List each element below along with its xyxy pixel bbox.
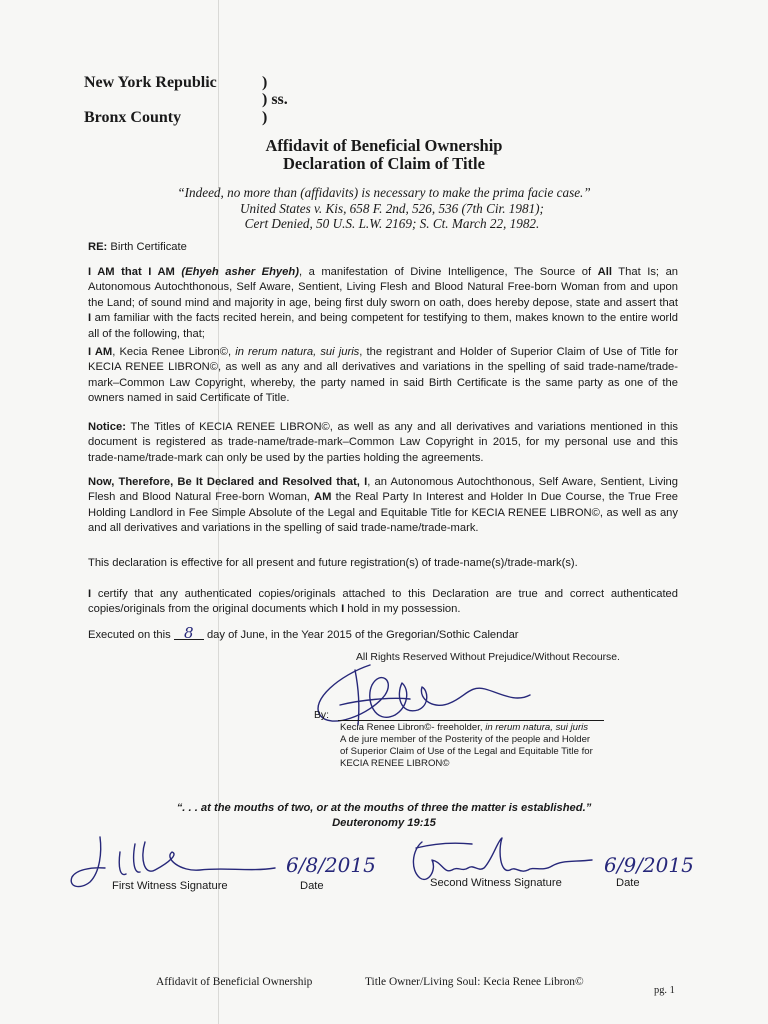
p4-am: AM [314, 491, 332, 504]
paragraph-effective: This declaration is effective for all present and future registration(s) of trade-name(s)/trade-mark(s). [88, 557, 578, 569]
paragraph-now-therefore [88, 475, 678, 537]
bracket-top: ) [262, 74, 268, 91]
executed-prefix: Executed on this [88, 629, 171, 641]
p6-text-a: certify that any authenticated copies/originals attached to this Declaration are true and correct authenticated copies/originals from the original documents which [88, 588, 678, 616]
p2-text-a: , Kecia Renee Libron©, [112, 346, 236, 358]
signer-line-4: KECIA RENEE LIBRON© [340, 758, 450, 769]
epigraph-quote: “Indeed, no more than (affidavits) is necessary to make the prima facie case.” [177, 185, 591, 200]
page-number: pg. 1 [654, 985, 675, 996]
executed-suffix: day of June, in the Year 2015 of the Gregorian/Sothic Calendar [206, 629, 519, 641]
p3-bold: Notice: [88, 421, 126, 433]
p1-bold: I AM that I AM [88, 266, 175, 278]
venue-state: New York Republic [84, 74, 217, 91]
executed-day-handwritten: 8 [174, 627, 204, 640]
document-title: Affidavit of Beneficial Ownership [265, 136, 503, 155]
executed-line [88, 624, 519, 642]
p1-text-c: am familiar with the facts recited herein, and being competent for testifying to them, makes known to the entire world all of the following, that; [88, 312, 678, 340]
first-witness-label: First Witness Signature [112, 880, 228, 892]
p6-text-b: hold in my possession. [344, 603, 461, 616]
rights-reserved: All Rights Reserved Without Prejudice/Without Recourse. [356, 652, 620, 663]
re-line [88, 240, 678, 255]
p6-i: I [341, 603, 345, 616]
document-subtitle: Declaration of Claim of Title [283, 154, 485, 173]
p4-bold: Now, Therefore, Be It Declared and Resolved that, I [88, 476, 368, 488]
first-witness-date-label: Date [300, 880, 324, 892]
second-date-hand: 6/9/2015 [604, 853, 694, 877]
paragraph-certify [88, 587, 678, 618]
signer-line-3: of Superior Claim of Use of the Legal and Equitable Title for [340, 746, 593, 757]
p4-text-b: the Real Party In Interest and Holder In Due Course, the True Free Holding Landlord in Fee Simple Absolute of the Legal and Equitable Title for KECIA RENEE LIBRON©, as well as any and all derivatives and variations in the spelling of said trade-name/trade-mark. [88, 491, 679, 535]
second-witness-date-label: Date [616, 877, 640, 889]
p2-italic: in rerum natura, sui juris [235, 346, 360, 358]
footer-right: Title Owner/Living Soul: Kecia Renee Libron© [365, 976, 584, 988]
signer-name-text: Kecia Renee Libron©- freeholder, [340, 722, 486, 733]
second-witness-label: Second Witness Signature [430, 877, 562, 889]
p4-text-a: , an Autonomous Autochthonous, Self Aware, Sentient, Living Flesh and Blood Natural Free-born Woman, [88, 476, 678, 504]
scripture-ref: Deuteronomy 19:15 [332, 817, 436, 829]
bracket-ss: ) ss. [262, 91, 288, 108]
re-value: Birth Certificate [110, 241, 187, 253]
first-date-hand: 6/8/2015 [286, 853, 376, 877]
p2-bold: I AM [88, 346, 113, 358]
by-signature-line [338, 720, 604, 721]
by-label: By: [314, 710, 330, 721]
footer-left: Affidavit of Beneficial Ownership [156, 976, 313, 988]
bracket-bottom: ) [262, 109, 268, 126]
paragraph-i-am-that-i-am [88, 265, 678, 342]
signer-line-2: A de jure member of the Posterity of the people and Holder [340, 734, 591, 745]
p1-text-b: That Is; an Autonomous Autochthonous, Self Aware, Sentient, Living Flesh and Blood Natural Free-born Woman from and upon the Land; of sound mind and majority in age, being first duly sworn on oath, does hereby depose, state and assert that [88, 266, 679, 309]
scripture-quote: “. . . at the mouths of two, or at the mouths of three the matter is established.” [176, 802, 592, 814]
epigraph-citation-1: United States v. Kis, 658 F. 2nd, 526, 536 (7th Cir. 1981); [240, 201, 544, 216]
p1-text-a: , a manifestation of Divine Intelligence, The Source of [298, 266, 598, 278]
paragraph-notice [88, 420, 678, 466]
signer-name-italic: in rerum natura, sui juris [485, 722, 589, 733]
p2-text-b: , the registrant and Holder of Superior Claim of Use of Title for KECIA RENEE LIBRON©, as well as any and all derivatives and variations in the spelling of said trade-name/trade-mark–Common Law Copyright, whereby, the party named in said Birth Certificate is the same party as one of the owners named in said Certificate of Title. [88, 346, 678, 405]
paragraph-i-am-kecia [88, 345, 678, 407]
venue-county: Bronx County [84, 109, 182, 126]
p3-text: The Titles of KECIA RENEE LIBRON©, as well as any and all derivatives and variations mentioned in this document is registered as trade-name/trade-mark–Common Law Copyright in 2015, for my personal use and this trade-name/trade-mark can only be used by the parties holding the agreements. [88, 421, 678, 464]
epigraph-citation-2: Cert Denied, 50 U.S. L.W. 2169; S. Ct. March 22, 1982. [244, 216, 540, 231]
signer-name [340, 722, 588, 735]
p1-all: All [597, 266, 612, 278]
p1-i: I [88, 312, 92, 325]
p6-bold: I [88, 588, 92, 600]
re-label: RE: [88, 241, 108, 253]
p1-bold-italic: (Ehyeh asher Ehyeh) [181, 266, 299, 278]
first-witness-date-handwritten [282, 838, 382, 886]
